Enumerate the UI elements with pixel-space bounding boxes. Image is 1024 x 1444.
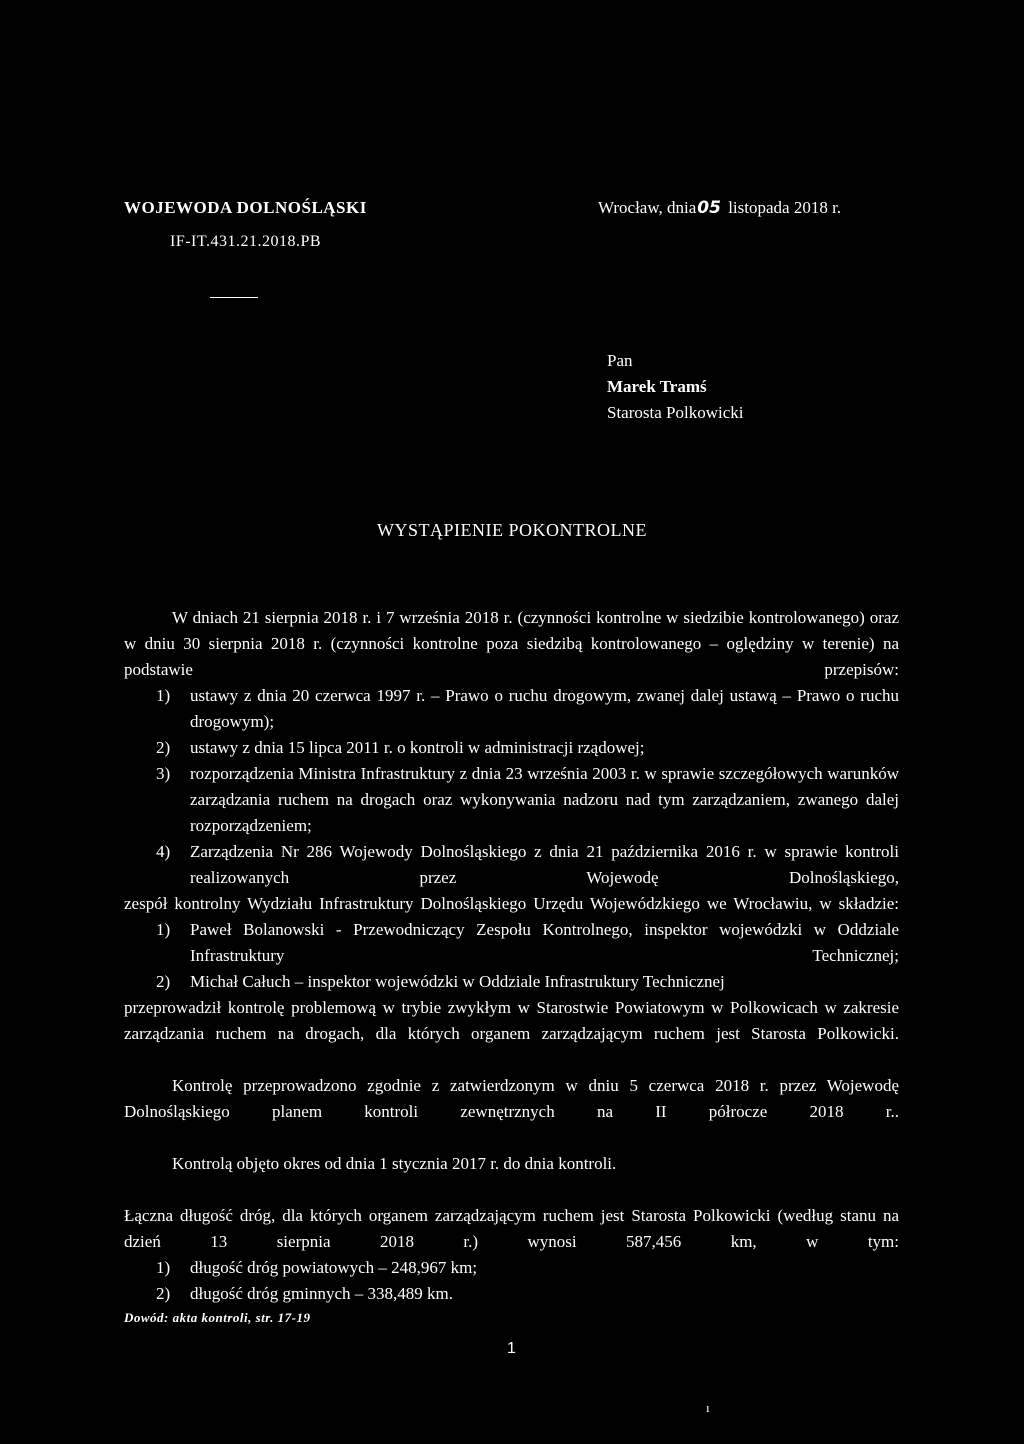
plan-paragraph: Kontrolę przeprowadzono zgodnie z zatwierdzonym w dniu 5 czerwca 2018 r. przez Wojewodę Dolnośląskiego planem kontroli zewnętrznych na II półrocze 2018 r.. xyxy=(124,1076,899,1121)
recipient-salutation: Pan xyxy=(607,351,633,370)
legal-bases-list xyxy=(124,683,899,891)
date-prefix: Wrocław, dnia xyxy=(598,198,697,217)
list-item: 1) Paweł Bolanowski - Przewodniczący Zespołu Kontrolnego, inspektor wojewódzki w Oddziale Infrastruktury Technicznej; xyxy=(156,920,899,965)
length-paragraph: Łączna długość dróg, dla których organem zarządzającym ruchem jest Starosta Polkowicki (według stanu na dzień 13 sierpnia 2018 r.) wynosi 587,456 km, w tym: xyxy=(124,1206,899,1251)
list-item: 1) długość dróg powiatowych – 248,967 km; xyxy=(156,1258,478,1277)
sender-authority: WOJEWODA DOLNOŚLĄSKI xyxy=(124,198,367,217)
recipient-block xyxy=(607,348,743,426)
separator-rule xyxy=(210,297,258,298)
team-members-list xyxy=(124,917,899,995)
document-title: WYSTĄPIENIE POKONTROLNE xyxy=(377,520,647,540)
roads-list xyxy=(124,1255,899,1307)
recipient-name: Marek Tramś xyxy=(607,377,707,396)
conclusion-paragraph: przeprowadził kontrolę problemową w trybie zwykłym w Starostwie Powiatowym w Polkowicach w zakresie zarządzania ruchem na drogach, dla których organem zarządzającym ruchem jest Starosta Polkowicki. xyxy=(124,998,899,1043)
page-number: 1 xyxy=(507,1340,516,1357)
handwritten-day: 05 xyxy=(697,198,721,218)
document-body xyxy=(124,605,899,1329)
list-item: 1) ustawy z dnia 20 czerwca 1997 r. – Prawo o ruchu drogowym, zwanej dalej ustawą – Prawo o ruchu drogowym); xyxy=(156,686,899,731)
recipient-position: Starosta Polkowicki xyxy=(607,403,744,422)
list-item: 3) rozporządzenia Ministra Infrastruktury z dnia 23 września 2003 r. w sprawie szczegółowych warunków zarządzania ruchem na drogach oraz wykonywania nadzoru nad tym zarządzaniem, zwanego dalej rozporządzeniem; xyxy=(156,764,899,835)
list-item: 2) długość dróg gminnych – 338,489 km. xyxy=(156,1284,454,1303)
scan-mark: ı xyxy=(706,1400,710,1415)
date-line xyxy=(598,198,841,218)
date-suffix: listopada 2018 r. xyxy=(723,198,842,217)
list-item: 2) ustawy z dnia 15 lipca 2011 r. o kontroli w administracji rządowej; xyxy=(156,738,645,757)
period-paragraph: Kontrolą objęto okres od dnia 1 stycznia 2017 r. do dnia kontroli. xyxy=(172,1154,617,1173)
team-paragraph: zespół kontrolny Wydziału Infrastruktury Dolnośląskiego Urzędu Wojewódzkiego we Wrocławiu, w składzie: xyxy=(124,894,899,913)
evidence-note: Dowód: akta kontroli, str. 17-19 xyxy=(124,1310,311,1325)
list-item: 4) Zarządzenia Nr 286 Wojewody Dolnośląskiego z dnia 21 października 2016 r. w sprawie kontroli realizowanych przez Wojewodę Dolnośląskiego, xyxy=(156,842,899,887)
intro-paragraph: W dniach 21 sierpnia 2018 r. i 7 września 2018 r. (czynności kontrolne w siedzibie kontrolowanego) oraz w dniu 30 sierpnia 2018 r. (czynności kontrolne poza siedzibą kontrolowanego – oględziny w terenie) na podstawie przepisów: xyxy=(124,608,899,679)
list-item: 2) Michał Całuch – inspektor wojewódzki w Oddziale Infrastruktury Technicznej xyxy=(156,972,725,991)
reference-number: IF-IT.431.21.2018.PB xyxy=(170,233,322,250)
